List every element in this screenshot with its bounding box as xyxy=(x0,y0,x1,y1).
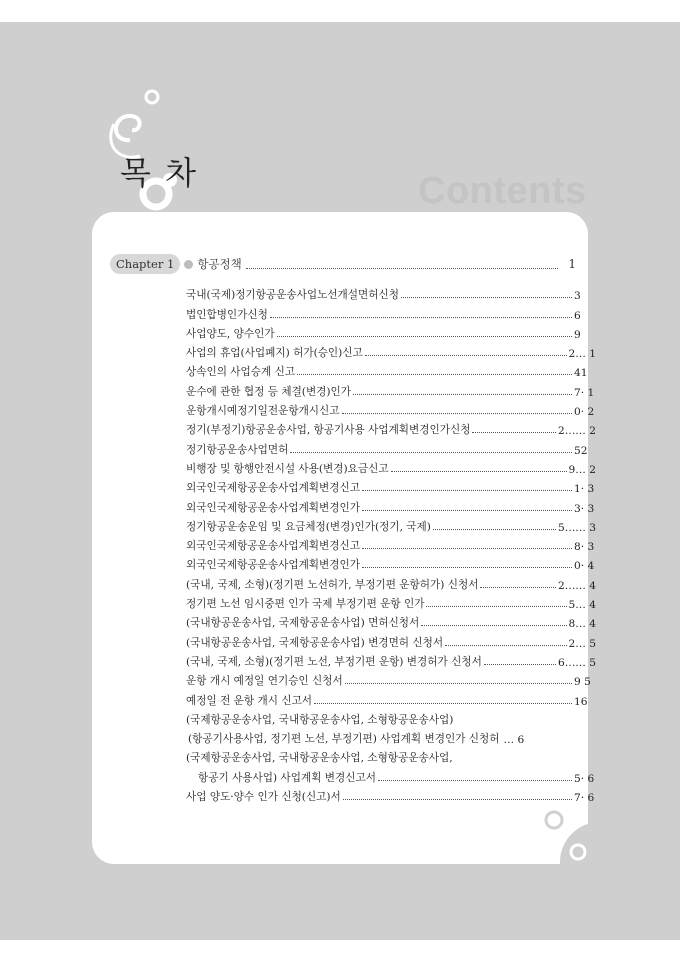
dot-leader xyxy=(343,799,572,800)
dot-leader xyxy=(433,529,556,530)
toc-entry[interactable]: 사업의 휴업(사업폐지) 허가(승인)신고 2… 1 xyxy=(186,347,596,361)
toc-entry[interactable]: 비행장 및 항행안전시설 사용(변경)요금신고 9… 2 xyxy=(186,462,596,476)
bullet-icon xyxy=(184,260,193,269)
dot-leader xyxy=(421,625,566,626)
dot-leader xyxy=(342,413,572,414)
dot-leader xyxy=(472,432,556,433)
toc-entry[interactable]: (항공기사용사업, 정기편 노선, 부정기편) 사업계획 변경인가 신청허 … 6 xyxy=(188,733,525,747)
dot-leader xyxy=(277,336,572,337)
page-number: 9… 2 xyxy=(568,463,596,476)
dot-leader xyxy=(391,471,567,472)
dot-leader xyxy=(297,374,572,375)
page-number: 7· 6 xyxy=(574,792,595,805)
dot-leader xyxy=(362,567,572,568)
dot-leader xyxy=(270,317,572,318)
dot-leader xyxy=(353,394,572,395)
chapter-heading-row[interactable] xyxy=(110,254,576,274)
dot-leader xyxy=(378,780,572,781)
toc-entry[interactable]: 사업양도, 양수인가 9 xyxy=(186,322,596,341)
circles-decoration-icon xyxy=(520,800,640,910)
page-number: 3· 3 xyxy=(574,502,595,515)
page-number: 3 xyxy=(574,290,581,303)
toc-entry[interactable]: (국내, 국제, 소형)(정기편 노선허가, 부정기편 운항허가) 신청서 2…… 4 xyxy=(186,578,596,592)
toc-entry[interactable]: 상속인의 사업승계 신고 41 xyxy=(186,360,596,379)
toc-entry[interactable]: (국제항공운송사업, 국내항공운송사업, 소형항공운송사업, xyxy=(186,752,453,765)
toc-entry[interactable]: (국내항공운송사업, 국제항공운송사업) 변경면허 신청서 2… 5 xyxy=(186,636,596,650)
page-number: 2…… 2 xyxy=(557,425,596,438)
page-number: 2… 5 xyxy=(568,637,596,650)
toc-entry[interactable]: 외국인국제항공운송사업계획변경인가 3· 3 xyxy=(186,501,595,515)
dot-leader xyxy=(484,664,556,665)
toc-entry[interactable]: 운수에 관한 협정 등 체결(변경)인가 7· 1 xyxy=(186,385,595,399)
page-number: 52 xyxy=(574,444,588,457)
page-number: 6…… 5 xyxy=(557,656,596,669)
page-number: 8… 4 xyxy=(568,618,596,631)
dot-leader xyxy=(362,510,572,511)
page-number: 16 xyxy=(574,695,588,708)
dot-leader xyxy=(445,645,566,646)
page-number: 8· 3 xyxy=(574,541,595,554)
dot-leader xyxy=(401,297,572,298)
page-number: 1· 3 xyxy=(574,483,595,496)
toc-entry[interactable]: (국내항공운송사업, 국제항공운송사업) 면허신청서 8… 4 xyxy=(186,617,596,631)
dot-leader xyxy=(246,260,558,269)
page-number: 2… 1 xyxy=(568,348,596,361)
page-number: 2…… 4 xyxy=(557,579,596,592)
chapter-label: Chapter 1 xyxy=(110,254,180,274)
toc-entry[interactable]: 항공기 사용사업) 사업계획 변경신고서 5· 6 xyxy=(198,771,595,785)
toc-entry[interactable]: 정기(부정기)항공운송사업, 항공기사용 사업계획변경인가신청 2…… 2 xyxy=(186,424,596,438)
page-number: 5… 4 xyxy=(568,599,596,612)
dot-leader xyxy=(362,490,572,491)
chapter-title: 항공정책 xyxy=(197,257,242,271)
toc-entry[interactable]: 운항개시예정기일전운항개시신고 0· 2 xyxy=(186,405,595,419)
page-number: 0· 4 xyxy=(574,560,595,573)
page-number: 0· 2 xyxy=(574,406,595,419)
dot-leader xyxy=(426,606,566,607)
dot-leader xyxy=(480,587,556,588)
page-number: … 6 xyxy=(503,734,525,747)
toc-entry[interactable]: 정기편 노선 임시중편 인가 국제 부정기편 운항 인가 5… 4 xyxy=(186,598,596,612)
toc-entry[interactable]: 사업 양도·양수 인가 신청(신고)서 7· 6 xyxy=(186,791,595,805)
toc-entry[interactable]: 운항 개시 예정일 연기승인 신청서 9 5 xyxy=(186,669,596,688)
chapter-page-number: 1 xyxy=(568,257,576,271)
toc-entry[interactable]: 법인합병인가신청 6 xyxy=(186,302,596,321)
contents-heading: Contents xyxy=(418,170,587,212)
toc-entry[interactable]: 외국인국제항공운송사업계획변경신고 1· 3 xyxy=(186,482,595,496)
dot-leader xyxy=(290,452,572,453)
toc-entry[interactable]: 정기항공운송사업면허 52 xyxy=(186,437,596,456)
page-number: 5· 6 xyxy=(574,772,595,785)
toc-entry[interactable]: 외국인국제항공운송사업계획변경인가 0· 4 xyxy=(186,559,595,573)
dot-leader xyxy=(314,703,572,704)
dot-leader xyxy=(362,548,572,549)
toc-entry[interactable]: 정기항공운송운임 및 요금체정(변경)인가(정기, 국제) 5…… 3 xyxy=(186,520,596,534)
toc-entry[interactable]: 외국인국제항공운송사업계획변경신고 8· 3 xyxy=(186,540,595,554)
page-number: 9 5 xyxy=(574,676,591,689)
page-title: 목 차 xyxy=(120,154,198,192)
toc-entry[interactable]: 예정일 전 운항 개시 신고서 16 xyxy=(186,688,596,707)
page-number: 6 xyxy=(574,309,581,322)
page-number: 5…… 3 xyxy=(557,521,596,534)
page-number: 7· 1 xyxy=(574,386,595,399)
dot-leader xyxy=(345,683,572,684)
toc-list xyxy=(186,283,596,804)
toc-entry[interactable]: 국내(국제)정기항공운송사업노선개설면허신청 3 xyxy=(186,283,596,302)
toc-entry[interactable]: (국내, 국제, 소형)(정기편 노선, 부정기편 운항) 변경허가 신청서 6…… 5 xyxy=(186,655,596,669)
page-number: 9 xyxy=(574,328,581,341)
dot-leader xyxy=(365,355,567,356)
toc-entry[interactable]: (국제항공운송사업, 국내항공운송사업, 소형항공운송사업) xyxy=(186,713,454,726)
page-number: 41 xyxy=(574,367,588,380)
